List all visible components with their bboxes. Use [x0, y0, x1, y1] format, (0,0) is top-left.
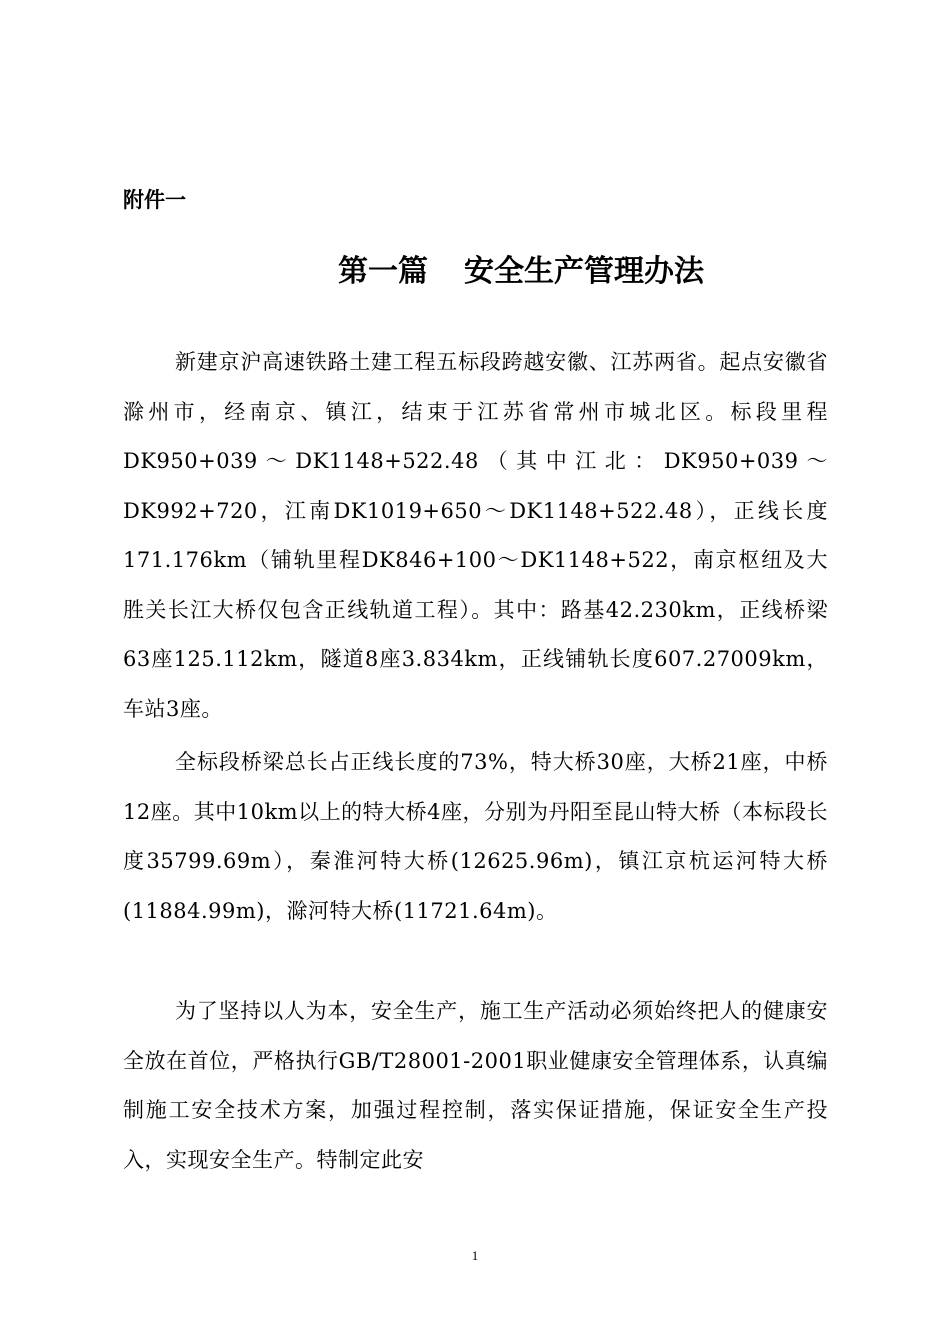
- paragraph-safety-policy: 为了坚持以人为本，安全生产，施工生产活动必须始终把人的健康安全放在首位，严格执行GB/T28001-2001职业健康安全管理体系，认真编制施工安全技术方案，加强过程控制，落实保证措施，保证安全生产投入，实现安全生产。特制定此安: [123, 999, 828, 1172]
- document-title: [338, 252, 704, 292]
- paragraph-bridges: 全标段桥梁总长占正线长度的73%，特大桥30座，大桥21座，中桥12座。其中10km以上的特大桥4座，分别为丹阳至昆山特大桥（本标段长度35799.69m），秦淮河特大桥(12625.96m)，镇江京杭运河特大桥(11884.99m)，滁河特大桥(11721.64m)。: [123, 750, 828, 923]
- page-number: 1: [471, 1248, 479, 1263]
- attachment-label: 附件一: [123, 188, 186, 212]
- title-part: 第一篇: [338, 254, 428, 289]
- title-main: 安全生产管理办法: [464, 254, 704, 289]
- paragraph-project-overview: 新建京沪高速铁路土建工程五标段跨越安徽、江苏两省。起点安徽省滁州市，经南京、镇江，结束于江苏省常州市城北区。标段里程DK950+039～DK1148+522.48（其中江北：DK950+039～DK992+720，江南DK1019+650～DK1148+522.48），正线长度171.176km（铺轨里程DK846+100～DK1148+522，南京枢纽及大胜关长江大桥仅包含正线轨道工程）。其中：路基42.230km，正线桥梁63座125.112km，隧道8座3.834km，正线铺轨长度607.27009km，车站3座。: [123, 350, 828, 721]
